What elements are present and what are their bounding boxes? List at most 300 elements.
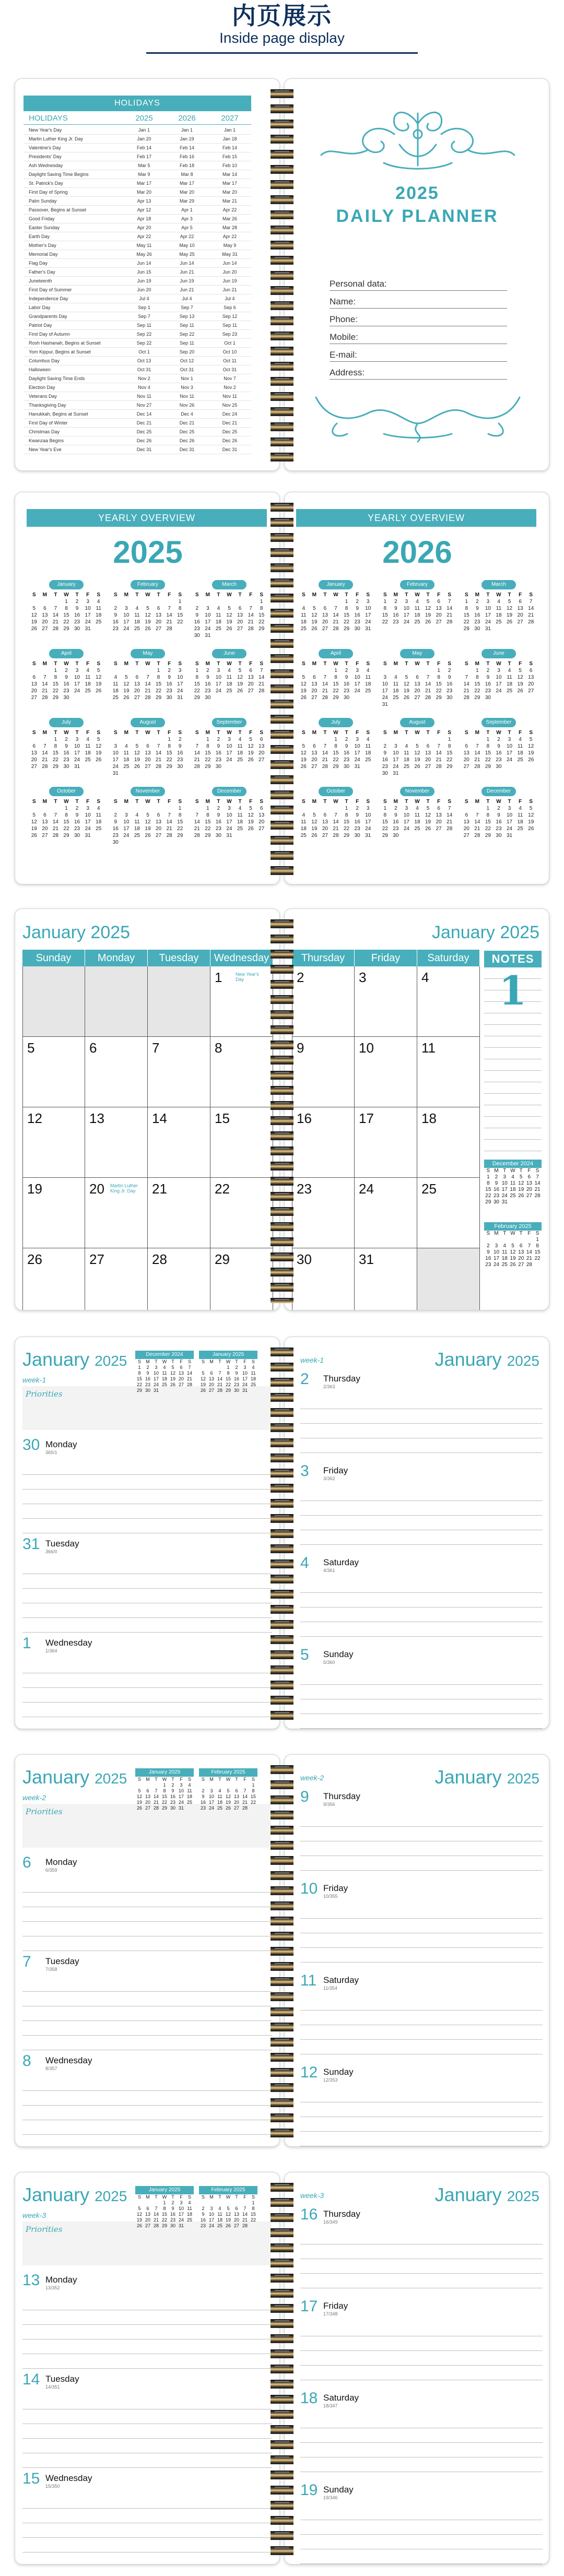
day-number[interactable]: 8 xyxy=(195,675,199,680)
day-number[interactable]: 23 xyxy=(170,1800,175,1805)
day-number[interactable]: 27 xyxy=(311,695,318,701)
day-number[interactable]: 23 xyxy=(233,1382,239,1387)
day-number[interactable]: 4 xyxy=(302,812,306,818)
day-number[interactable]: 25 xyxy=(217,1805,222,1811)
day-number[interactable]: 25 xyxy=(393,695,399,701)
day-number[interactable]: 26 xyxy=(226,626,232,632)
day-number[interactable]: 11 xyxy=(216,612,221,618)
day-number[interactable]: 14 xyxy=(166,819,172,825)
day-number[interactable]: 15 xyxy=(166,750,172,756)
day-number[interactable]: 1 xyxy=(65,599,68,605)
day-number[interactable]: 27 xyxy=(156,626,162,632)
day-number[interactable]: 11 xyxy=(365,675,371,680)
day-number[interactable]: 4 xyxy=(125,743,128,749)
day-number[interactable]: 6 xyxy=(519,1243,523,1249)
day-number[interactable]: 29 xyxy=(382,833,388,838)
day-number[interactable]: 25 xyxy=(300,833,307,838)
day-number[interactable]: 5 xyxy=(313,812,316,818)
day-number[interactable]: 4 xyxy=(86,737,89,742)
day-cell[interactable] xyxy=(355,1107,417,1178)
day-number[interactable]: 5 xyxy=(138,1788,141,1793)
day-number[interactable]: 29 xyxy=(485,833,491,838)
day-number[interactable]: 3 xyxy=(180,1782,183,1788)
day-number[interactable]: 7 xyxy=(168,606,171,611)
day-number[interactable]: 20 xyxy=(518,1256,524,1261)
day-number[interactable]: 23 xyxy=(485,688,491,694)
writing-lines[interactable] xyxy=(22,1977,272,2050)
day-number[interactable]: 12 xyxy=(518,1180,524,1186)
day-number[interactable]: 3 xyxy=(508,737,511,742)
day-number[interactable]: 10 xyxy=(507,743,513,749)
day-number[interactable]: 12 xyxy=(145,612,151,618)
day-number[interactable]: 29 xyxy=(225,1388,231,1393)
day-number[interactable]: 4 xyxy=(497,599,500,605)
day-number[interactable]: 17 xyxy=(215,681,221,687)
day-number[interactable]: 21 xyxy=(333,826,339,832)
day-number[interactable]: 24 xyxy=(382,695,388,701)
day-number[interactable]: 20 xyxy=(31,757,37,763)
day-number[interactable]: 24 xyxy=(205,626,211,632)
day-number[interactable]: 5 xyxy=(171,1365,174,1370)
day-number[interactable]: 20 xyxy=(528,681,534,687)
day-number[interactable]: 24 xyxy=(178,1800,184,1805)
day-number[interactable]: 5 xyxy=(529,806,533,811)
day-number[interactable]: 5 xyxy=(125,675,128,680)
day-number[interactable]: 3 xyxy=(495,1243,498,1249)
day-number[interactable]: 22 xyxy=(485,1193,491,1199)
day-number[interactable]: 11 xyxy=(162,1370,167,1376)
day-number[interactable]: 8 xyxy=(206,812,209,818)
day-number[interactable]: 16 xyxy=(112,619,119,625)
day-number[interactable]: 5 xyxy=(146,606,149,611)
day-number[interactable]: 13 xyxy=(237,612,243,618)
day-number[interactable]: 24 xyxy=(507,826,513,832)
day-number[interactable]: 11 xyxy=(134,612,140,618)
day-number[interactable]: 20 xyxy=(258,819,265,825)
day-number[interactable]: 28 xyxy=(258,688,265,694)
day-number[interactable]: 14 xyxy=(217,1376,222,1381)
day-number[interactable]: 16 xyxy=(496,819,502,825)
day-number[interactable]: 25 xyxy=(161,1382,167,1387)
day-number[interactable]: 10 xyxy=(354,743,360,749)
day-number[interactable]: 15 xyxy=(446,750,453,756)
day-number[interactable]: 16 xyxy=(485,681,491,687)
day-number[interactable]: 6 xyxy=(529,668,533,673)
phone-field[interactable]: Phone: xyxy=(330,313,507,326)
day-number[interactable]: 22 xyxy=(177,619,183,625)
day-number[interactable]: 9 xyxy=(356,812,359,818)
day-number[interactable]: 4 xyxy=(218,1788,221,1793)
day-cell[interactable] xyxy=(292,966,355,1037)
day-number[interactable]: 19 xyxy=(510,1256,516,1261)
day-number[interactable]: 17 xyxy=(354,681,360,687)
day-number[interactable]: 25 xyxy=(414,826,420,832)
day-number[interactable]: 19 xyxy=(425,612,431,618)
day-number[interactable]: 21 xyxy=(463,688,469,694)
day-number[interactable]: 2 xyxy=(217,806,220,811)
day-number[interactable]: 18 xyxy=(365,750,371,756)
day-number[interactable]: 2 xyxy=(345,737,348,742)
day-number[interactable]: 14 xyxy=(194,819,200,825)
day-number[interactable]: 4 xyxy=(394,675,397,680)
day-number[interactable]: 17 xyxy=(403,612,409,618)
day-number[interactable]: 11 xyxy=(217,2212,222,2217)
day-cell[interactable] xyxy=(22,1107,85,1178)
day-number[interactable]: 6 xyxy=(437,599,440,605)
day-number[interactable]: 7 xyxy=(260,668,263,673)
day-number[interactable]: 27 xyxy=(42,626,48,632)
day-number[interactable]: 15 xyxy=(382,819,388,825)
day-number[interactable]: 31 xyxy=(226,833,232,838)
writing-lines[interactable] xyxy=(300,1578,543,1644)
day-number[interactable]: 16 xyxy=(63,750,69,756)
day-number[interactable]: 6 xyxy=(323,812,327,818)
day-number[interactable]: 30 xyxy=(354,833,360,838)
day-number[interactable]: 5 xyxy=(508,599,511,605)
day-number[interactable]: 2 xyxy=(345,668,348,673)
day-number[interactable]: 17 xyxy=(226,750,232,756)
writing-lines[interactable] xyxy=(300,1670,543,1729)
day-number[interactable]: 13 xyxy=(436,606,442,611)
day-number[interactable]: 4 xyxy=(519,737,522,742)
day-number[interactable]: 11 xyxy=(226,675,232,680)
day-number[interactable]: 6 xyxy=(146,743,149,749)
day-number[interactable]: 16 xyxy=(215,819,221,825)
day-number[interactable]: 1 xyxy=(334,737,337,742)
day-number[interactable]: 5 xyxy=(138,2206,141,2211)
day-cell[interactable] xyxy=(292,1248,355,1310)
note-line[interactable] xyxy=(484,1025,542,1036)
day-number[interactable]: 23 xyxy=(474,619,480,625)
day-number[interactable]: 17 xyxy=(393,757,399,763)
day-number[interactable]: 8 xyxy=(252,1788,255,1793)
day-number[interactable]: 14 xyxy=(446,606,453,611)
day-number[interactable]: 13 xyxy=(414,681,420,687)
day-number[interactable]: 2 xyxy=(356,599,359,605)
day-number[interactable]: 19 xyxy=(517,681,523,687)
day-number[interactable]: 28 xyxy=(436,764,442,770)
day-number[interactable]: 22 xyxy=(205,757,211,763)
day-number[interactable]: 18 xyxy=(123,757,130,763)
day-number[interactable]: 31 xyxy=(485,626,491,632)
day-number[interactable]: 6 xyxy=(146,2206,149,2211)
day-number[interactable]: 18 xyxy=(414,819,420,825)
day-number[interactable]: 1 xyxy=(448,737,451,742)
day-cell[interactable] xyxy=(292,1178,355,1248)
day-number[interactable]: 23 xyxy=(354,619,360,625)
day-number[interactable]: 14 xyxy=(526,1249,532,1255)
day-number[interactable]: 8 xyxy=(163,1788,166,1793)
day-number[interactable]: 25 xyxy=(517,757,523,763)
day-number[interactable]: 11 xyxy=(502,1249,508,1255)
day-number[interactable]: 16 xyxy=(145,1376,150,1381)
day-number[interactable]: 14 xyxy=(153,1794,159,1799)
day-number[interactable]: 15 xyxy=(161,2212,167,2217)
day-number[interactable]: 11 xyxy=(510,1180,516,1186)
day-number[interactable]: 12 xyxy=(300,681,307,687)
day-number[interactable]: 3 xyxy=(394,743,397,749)
day-number[interactable]: 29 xyxy=(205,764,211,770)
day-number[interactable]: 27 xyxy=(156,833,162,838)
day-number[interactable]: 28 xyxy=(446,826,453,832)
day-number[interactable]: 11 xyxy=(237,743,243,749)
day-number[interactable]: 16 xyxy=(166,681,172,687)
day-number[interactable]: 16 xyxy=(494,1187,500,1192)
day-number[interactable]: 13 xyxy=(528,675,534,680)
day-number[interactable]: 31 xyxy=(501,1199,508,1205)
day-number[interactable]: 17 xyxy=(178,1794,184,1799)
day-number[interactable]: 15 xyxy=(52,681,58,687)
day-number[interactable]: 10 xyxy=(74,675,80,680)
day-number[interactable]: 31 xyxy=(177,695,183,701)
day-number[interactable]: 26 xyxy=(200,1388,206,1393)
day-number[interactable]: 19 xyxy=(226,619,232,625)
day-number[interactable]: 23 xyxy=(344,688,350,694)
day-number[interactable]: 20 xyxy=(322,619,328,625)
day-number[interactable]: 5 xyxy=(302,675,306,680)
day-number[interactable]: 4 xyxy=(135,812,139,818)
day-number[interactable]: 2 xyxy=(114,812,118,818)
day-number[interactable]: 20 xyxy=(156,619,162,625)
day-number[interactable]: 3 xyxy=(180,2200,183,2205)
day-number[interactable]: 17 xyxy=(208,2217,214,2223)
day-number[interactable]: 4 xyxy=(238,737,242,742)
day-number[interactable]: 24 xyxy=(215,688,221,694)
day-number[interactable]: 6 xyxy=(43,606,46,611)
day-number[interactable]: 26 xyxy=(518,1193,524,1199)
day-number[interactable]: 1 xyxy=(465,599,468,605)
day-number[interactable]: 21 xyxy=(322,757,328,763)
day-number[interactable]: 8 xyxy=(486,743,490,749)
day-number[interactable]: 27 xyxy=(237,626,243,632)
day-number[interactable]: 5 xyxy=(249,737,252,742)
day-number[interactable]: 12 xyxy=(225,2212,231,2217)
day-number[interactable]: 6 xyxy=(260,737,263,742)
day-number[interactable]: 16 xyxy=(354,612,360,618)
day-number[interactable]: 13 xyxy=(526,1180,532,1186)
day-number[interactable]: 5 xyxy=(202,1370,205,1376)
day-number[interactable]: 7 xyxy=(448,806,451,811)
writing-lines[interactable] xyxy=(300,2506,543,2565)
day-number[interactable]: 17 xyxy=(123,619,130,625)
day-number[interactable]: 11 xyxy=(414,606,420,611)
day-number[interactable]: 1 xyxy=(178,806,182,811)
day-number[interactable]: 16 xyxy=(194,619,200,625)
day-number[interactable]: 1 xyxy=(54,668,57,673)
day-number[interactable]: 5 xyxy=(146,812,149,818)
day-number[interactable]: 26 xyxy=(528,757,534,763)
writing-lines[interactable] xyxy=(22,1878,272,1951)
day-number[interactable]: 27 xyxy=(258,757,265,763)
day-number[interactable]: 21 xyxy=(42,757,48,763)
day-number[interactable]: 22 xyxy=(52,757,58,763)
day-number[interactable]: 7 xyxy=(448,599,451,605)
day-number[interactable]: 24 xyxy=(501,1193,508,1199)
day-cell[interactable] xyxy=(22,1248,85,1310)
day-number[interactable]: 19 xyxy=(248,750,254,756)
day-number[interactable]: 30 xyxy=(344,764,350,770)
day-number[interactable]: 18 xyxy=(403,757,409,763)
day-number[interactable]: 2 xyxy=(195,606,199,611)
day-number[interactable]: 26 xyxy=(134,764,140,770)
day-number[interactable]: 18 xyxy=(217,1800,222,1805)
day-number[interactable]: 9 xyxy=(171,2206,174,2211)
day-number[interactable]: 11 xyxy=(113,681,119,687)
day-number[interactable]: 8 xyxy=(486,812,490,818)
writing-lines[interactable] xyxy=(300,2414,543,2479)
day-number[interactable]: 30 xyxy=(74,833,80,838)
day-number[interactable]: 9 xyxy=(345,743,348,749)
day-number[interactable]: 30 xyxy=(63,764,69,770)
day-number[interactable]: 21 xyxy=(145,688,151,694)
day-number[interactable]: 26 xyxy=(145,833,151,838)
day-number[interactable]: 26 xyxy=(31,833,37,838)
day-number[interactable]: 2 xyxy=(171,1782,174,1788)
day-number[interactable]: 15 xyxy=(177,819,183,825)
day-number[interactable]: 27 xyxy=(233,2223,239,2228)
day-number[interactable]: 23 xyxy=(496,757,502,763)
day-number[interactable]: 29 xyxy=(344,833,350,838)
day-number[interactable]: 5 xyxy=(97,668,100,673)
day-number[interactable]: 17 xyxy=(85,612,91,618)
day-number[interactable]: 27 xyxy=(145,764,151,770)
day-number[interactable]: 15 xyxy=(333,681,339,687)
day-number[interactable]: 24 xyxy=(242,1382,248,1387)
day-number[interactable]: 23 xyxy=(170,2217,175,2223)
day-number[interactable]: 9 xyxy=(202,2212,205,2217)
day-number[interactable]: 26 xyxy=(403,695,409,701)
day-number[interactable]: 25 xyxy=(112,695,119,701)
writing-lines[interactable] xyxy=(300,2230,543,2296)
day-number[interactable]: 23 xyxy=(354,826,360,832)
day-number[interactable]: 7 xyxy=(437,743,440,749)
day-number[interactable]: 21 xyxy=(242,2217,248,2223)
writing-lines[interactable] xyxy=(300,2322,543,2388)
day-number[interactable]: 22 xyxy=(333,757,339,763)
day-number[interactable]: 20 xyxy=(145,2217,150,2223)
day-number[interactable]: 12 xyxy=(226,612,232,618)
day-number[interactable]: 28 xyxy=(425,695,431,701)
day-number[interactable]: 7 xyxy=(334,606,337,611)
day-number[interactable]: 27 xyxy=(518,1262,524,1268)
day-number[interactable]: 9 xyxy=(497,812,500,818)
day-number[interactable]: 7 xyxy=(529,599,533,605)
day-number[interactable]: 18 xyxy=(186,1794,192,1799)
day-number[interactable]: 6 xyxy=(157,812,160,818)
day-number[interactable]: 23 xyxy=(177,757,183,763)
day-number[interactable]: 13 xyxy=(311,681,318,687)
day-number[interactable]: 27 xyxy=(425,764,431,770)
writing-lines[interactable] xyxy=(22,1460,272,1533)
day-number[interactable]: 12 xyxy=(528,743,534,749)
day-number[interactable]: 23 xyxy=(215,757,221,763)
day-number[interactable]: 27 xyxy=(42,833,48,838)
day-number[interactable]: 5 xyxy=(135,743,139,749)
day-number[interactable]: 23 xyxy=(496,826,502,832)
day-number[interactable]: 9 xyxy=(497,743,500,749)
day-number[interactable]: 2 xyxy=(171,2200,174,2205)
day-number[interactable]: 14 xyxy=(333,819,339,825)
day-cell[interactable] xyxy=(22,966,85,1037)
day-number[interactable]: 31 xyxy=(354,764,360,770)
day-number[interactable]: 6 xyxy=(465,812,468,818)
day-number[interactable]: 4 xyxy=(97,599,100,605)
day-number[interactable]: 3 xyxy=(86,806,89,811)
day-cell[interactable] xyxy=(210,1248,273,1310)
day-number[interactable]: 26 xyxy=(96,757,102,763)
day-number[interactable]: 18 xyxy=(186,2212,192,2217)
day-number[interactable]: 19 xyxy=(31,619,37,625)
day-number[interactable]: 31 xyxy=(393,771,399,776)
day-number[interactable]: 10 xyxy=(242,1370,248,1376)
day-number[interactable]: 2 xyxy=(497,806,500,811)
day-number[interactable]: 21 xyxy=(194,826,200,832)
day-number[interactable]: 6 xyxy=(313,743,316,749)
day-number[interactable]: 2 xyxy=(235,1365,238,1370)
day-number[interactable]: 17 xyxy=(354,750,360,756)
day-number[interactable]: 11 xyxy=(187,2206,192,2211)
day-number[interactable]: 25 xyxy=(250,1382,256,1387)
day-number[interactable]: 21 xyxy=(153,1800,159,1805)
day-number[interactable]: 19 xyxy=(134,757,140,763)
day-number[interactable]: 14 xyxy=(258,675,265,680)
day-cell[interactable] xyxy=(210,1107,273,1178)
day-number[interactable]: 20 xyxy=(463,757,469,763)
day-number[interactable]: 2 xyxy=(202,2206,205,2211)
day-number[interactable]: 28 xyxy=(333,833,339,838)
day-number[interactable]: 16 xyxy=(200,1800,206,1805)
day-number[interactable]: 8 xyxy=(227,1370,230,1376)
day-number[interactable]: 4 xyxy=(416,806,419,811)
day-number[interactable]: 1 xyxy=(54,737,57,742)
day-number[interactable]: 22 xyxy=(250,1800,256,1805)
day-number[interactable]: 18 xyxy=(96,612,102,618)
day-number[interactable]: 6 xyxy=(238,606,242,611)
day-number[interactable]: 8 xyxy=(383,812,387,818)
day-number[interactable]: 28 xyxy=(248,626,254,632)
day-number[interactable]: 25 xyxy=(365,688,371,694)
note-line[interactable] xyxy=(484,1140,542,1151)
day-number[interactable]: 19 xyxy=(170,1376,175,1381)
day-number[interactable]: 20 xyxy=(436,819,442,825)
day-number[interactable]: 27 xyxy=(31,695,37,701)
day-number[interactable]: 9 xyxy=(65,743,68,749)
day-number[interactable]: 20 xyxy=(414,688,420,694)
day-number[interactable]: 15 xyxy=(225,1376,231,1381)
day-number[interactable]: 29 xyxy=(333,764,339,770)
day-cell[interactable] xyxy=(417,1178,480,1248)
day-number[interactable]: 11 xyxy=(301,819,307,825)
day-number[interactable]: 30 xyxy=(170,2223,175,2228)
day-number[interactable]: 10 xyxy=(178,2206,184,2211)
day-number[interactable]: 19 xyxy=(225,1800,231,1805)
day-number[interactable]: 31 xyxy=(382,702,388,707)
day-number[interactable]: 26 xyxy=(136,1805,142,1811)
day-number[interactable]: 15 xyxy=(250,2212,256,2217)
day-number[interactable]: 13 xyxy=(42,612,48,618)
day-number[interactable]: 29 xyxy=(52,764,58,770)
day-number[interactable]: 10 xyxy=(403,606,409,611)
day-number[interactable]: 13 xyxy=(258,812,265,818)
writing-lines[interactable] xyxy=(300,1486,543,1552)
day-number[interactable]: 23 xyxy=(145,1382,150,1387)
day-number[interactable]: 30 xyxy=(74,626,80,632)
day-number[interactable]: 20 xyxy=(233,2217,239,2223)
day-number[interactable]: 6 xyxy=(437,806,440,811)
day-number[interactable]: 4 xyxy=(135,606,139,611)
day-number[interactable]: 20 xyxy=(463,826,469,832)
day-number[interactable]: 12 xyxy=(31,819,37,825)
